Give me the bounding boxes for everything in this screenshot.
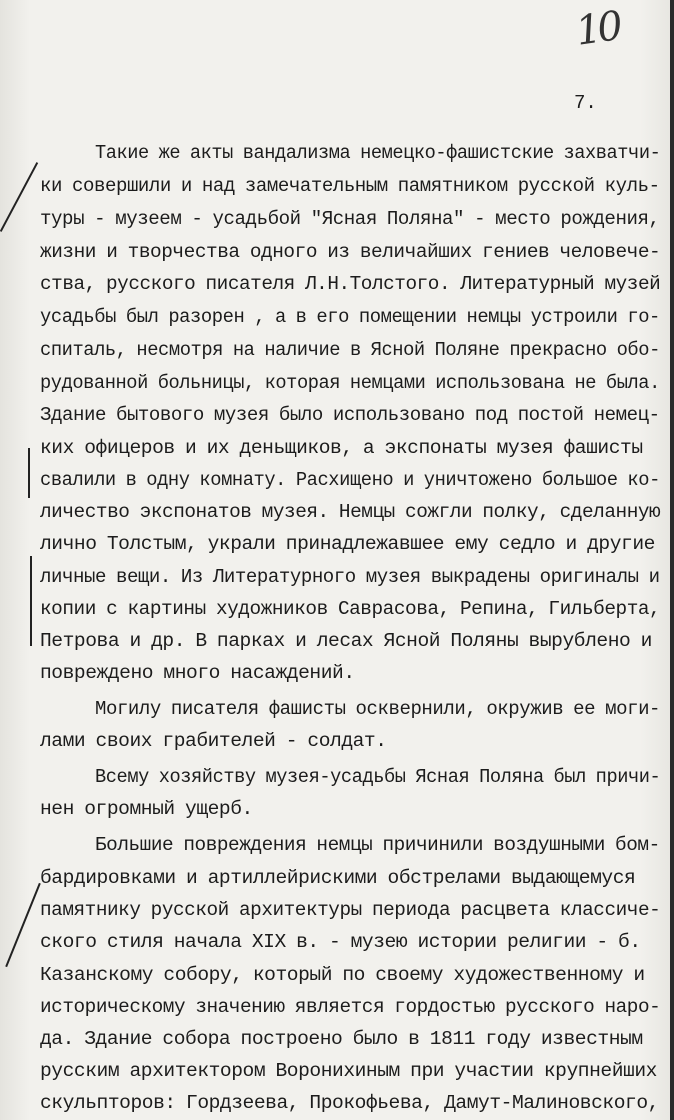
text-line: бардировками и артиллейрискими обстрелами выдающемуся [40, 867, 636, 889]
text-line: свалили в одну комнату. Расхищено и уничтожено большое ко- [40, 469, 660, 491]
text-line: ких офицеров и их деньщиков, а экспонаты музея фашисты [40, 437, 643, 459]
handwritten-number: 10 [573, 3, 622, 55]
text-line: Такие же акты вандализма немецко-фашистские захватчи- [95, 142, 661, 164]
margin-mark [5, 883, 41, 967]
text-line: спиталь, несмотря на наличие в Ясной Поляне прекрасно обо- [40, 339, 660, 361]
text-line: Всему хозяйству музея-усадьбы Ясная Поляна был причи- [95, 766, 661, 788]
text-line: копии с картины художников Саврасова, Репина, Гильберта, [40, 598, 661, 620]
text-line: лами своих грабителей - солдат. [40, 730, 387, 752]
margin-mark [30, 556, 32, 646]
text-line: туры - музеем - усадьбой "Ясная Поляна" - место рождения, [40, 208, 660, 230]
text-line: рудованной больницы, которая немцами использована не была. [40, 372, 660, 394]
text-line: Здание бытового музея было использовано под постой немец- [40, 404, 660, 426]
text-line: Могилу писателя фашисты осквернили, окружив ее моги- [95, 698, 661, 720]
text-line: памятнику русской архитектуры периода расцвета классиче- [40, 899, 661, 921]
margin-mark [28, 448, 30, 498]
text-line: Большие повреждения немцы причинили воздушными бом- [95, 834, 660, 856]
text-line: личество экспонатов музея. Немцы сожгли полку, сделанную [40, 501, 661, 523]
text-line: Петрова и др. В парках и лесах Ясной Поляны вырублено и [40, 630, 652, 652]
text-line: лично Толстым, украли принадлежавшее ему седло и другие [40, 533, 655, 555]
page-number: 7. [574, 92, 597, 114]
text-line: историческому значению является гордостью русского наро- [40, 996, 661, 1018]
text-line: ского стиля начала XIX в. - музею истории религии - б. [40, 931, 641, 953]
text-line: усадьбы был разорен , а в его помещении немцы устроили го- [40, 306, 660, 328]
text-line: русским архитектором Воронихиным при участии крупнейших [40, 1060, 657, 1082]
text-line: личные вещи. Из Литературного музея выкрадены оригиналы и [40, 566, 660, 588]
text-line: нен огромный ущерб. [40, 798, 253, 820]
text-line: жизни и творчества одного из величайших гениев человече- [40, 241, 661, 263]
text-line: повреждено много насаждений. [40, 662, 355, 684]
text-line: ки совершили и над замечательным памятником русской куль- [40, 175, 660, 197]
text-line: ства, русского писателя Л.Н.Толстого. Литературный музей [40, 273, 661, 295]
text-line: скульпторов: Гордзеева, Прокофьева, Дамут-Малиновского, [40, 1092, 659, 1114]
text-line: да. Здание собора построено было в 1811 году известным [40, 1028, 643, 1050]
margin-mark [0, 162, 38, 232]
scan-edge [670, 0, 674, 1120]
text-line: Казанскому собору, который по своему художественному и [40, 964, 645, 986]
